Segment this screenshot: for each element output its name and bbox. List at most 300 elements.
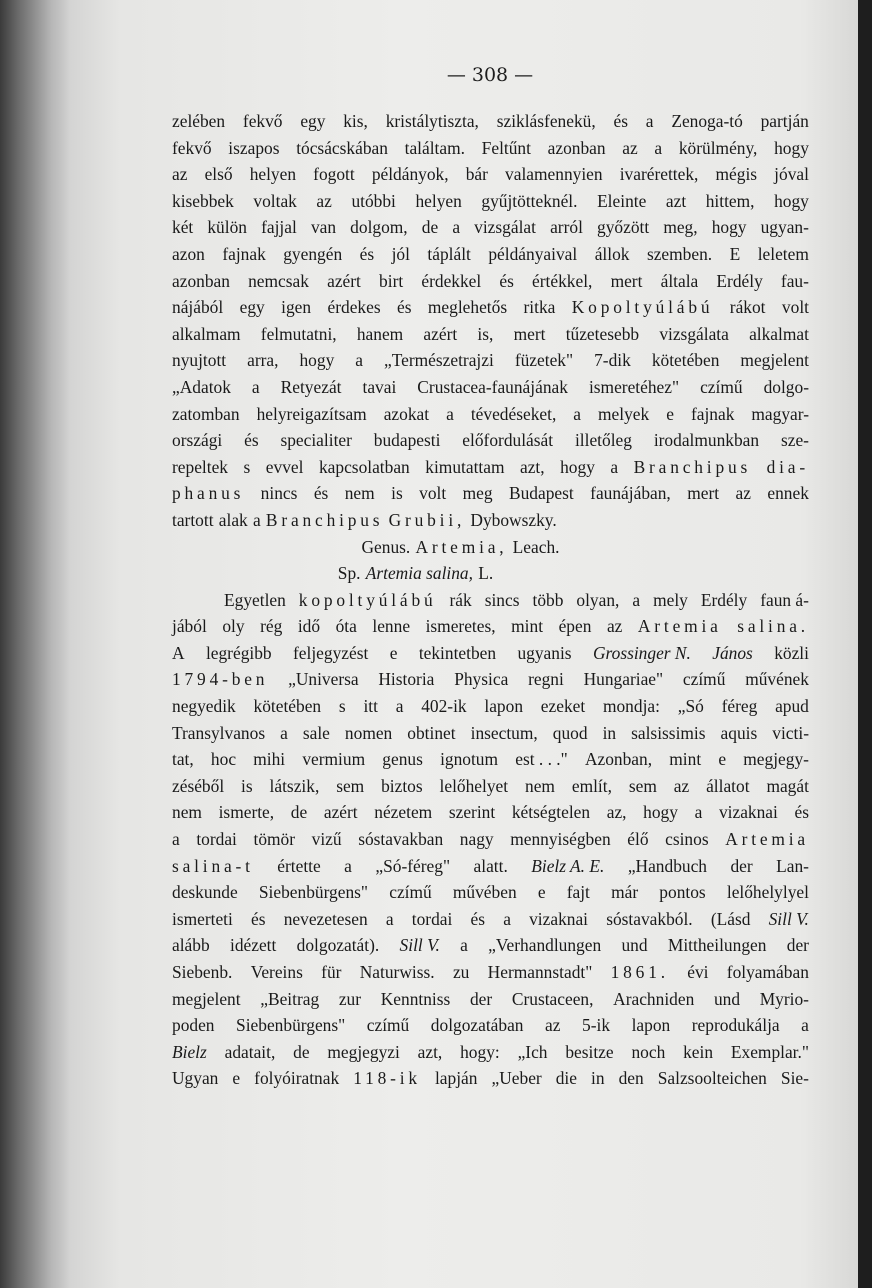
page-binding-shadow <box>0 0 70 1288</box>
word: Siebenbürgens" <box>236 1015 346 1036</box>
word: sem <box>336 775 365 796</box>
word: de <box>290 802 308 823</box>
word: meglehetős <box>427 297 508 318</box>
word: Retyezát <box>280 376 342 397</box>
word: alkalmam <box>172 323 241 344</box>
scan-edge <box>858 0 872 1288</box>
word: lapon <box>631 1015 671 1036</box>
word: czímű <box>389 882 432 903</box>
word: folyóiratnak <box>254 1068 340 1089</box>
word: poden <box>172 1015 215 1036</box>
body-text <box>172 108 809 1092</box>
text-line <box>172 1065 809 1092</box>
word: sóstavakból. <box>606 908 693 929</box>
word: zéséből <box>172 775 225 796</box>
word: den <box>618 1068 644 1089</box>
word: helyreigazítsam <box>256 403 367 424</box>
word: magyar- <box>751 403 809 424</box>
word: látszik, <box>269 775 320 796</box>
word: der <box>469 988 493 1009</box>
word: aquis <box>720 722 758 743</box>
word: kis, <box>343 111 368 131</box>
word: Mittheilungen <box>667 935 767 956</box>
text-line <box>172 347 809 374</box>
word: dia- <box>766 456 809 477</box>
word: felmutatni, <box>260 323 337 344</box>
word: genus <box>382 749 423 770</box>
word: oly <box>222 616 245 637</box>
word: a <box>694 802 703 823</box>
word: Dybowszky. <box>470 509 557 530</box>
word: Myrio- <box>759 988 809 1009</box>
word: tűzetesebb <box>565 323 640 344</box>
text-line <box>172 693 809 720</box>
word: nemcsak <box>248 270 309 291</box>
word: noch <box>631 1041 666 1062</box>
word: alak <box>218 509 248 530</box>
word: Artemia, <box>415 536 508 557</box>
text-line <box>172 161 809 188</box>
word: gyengén <box>283 243 343 264</box>
word: mert <box>610 270 643 291</box>
word: rég <box>260 616 283 637</box>
text-line <box>172 959 809 986</box>
word: nem <box>172 802 202 823</box>
word: est . . ." <box>515 749 568 770</box>
word: illetőleg <box>574 430 632 451</box>
word: s <box>243 456 251 477</box>
word: hogy <box>711 217 747 238</box>
word: Budapest <box>509 483 574 504</box>
word: regni <box>528 669 564 690</box>
word: und <box>621 935 648 956</box>
word: nyujtott <box>172 350 227 371</box>
word: dolgo- <box>763 376 809 397</box>
word: volt <box>419 483 447 504</box>
word: irodalmunkban <box>653 430 760 451</box>
word: országi <box>172 430 223 451</box>
word: értékkel, <box>532 270 593 291</box>
text-line <box>172 666 809 693</box>
word: Arachniden <box>613 988 695 1009</box>
word: a <box>172 829 180 850</box>
word: der <box>730 855 753 876</box>
word: „Handbuch <box>627 855 708 876</box>
word: az, <box>606 802 627 823</box>
word: fajnak <box>690 403 735 424</box>
word: phanus <box>172 483 245 504</box>
text-line <box>172 986 809 1013</box>
text-line <box>172 321 809 348</box>
word: 7-dik <box>594 350 631 371</box>
word: azokat <box>383 403 430 424</box>
word: állok <box>594 243 630 264</box>
word: a <box>251 376 260 397</box>
word: rák <box>449 589 472 610</box>
word: a <box>645 111 654 131</box>
word: für <box>321 962 342 982</box>
text-line <box>172 534 809 561</box>
word: Sill V. <box>768 908 809 929</box>
word: dolgozatát). <box>296 935 380 956</box>
word: kristálytiszta, <box>385 111 479 131</box>
word: Kopoltyúlábú <box>571 297 714 318</box>
word: Transylvanos <box>172 722 266 743</box>
word: feljegyzést <box>293 642 369 663</box>
word: a <box>452 217 461 238</box>
word: Azonban, <box>584 749 653 770</box>
text-line <box>172 853 809 880</box>
word: alatt. <box>473 855 508 876</box>
word: azt, <box>519 456 545 477</box>
word: e <box>666 403 674 424</box>
word: az <box>316 190 332 211</box>
word: negyedik <box>172 696 236 717</box>
word: első <box>204 164 233 185</box>
word: Leach. <box>512 536 560 557</box>
word: az <box>735 483 751 504</box>
word: Erdély <box>716 270 763 291</box>
word: azt, <box>417 1041 443 1062</box>
word: azonban <box>547 137 606 158</box>
word: ignotum <box>440 749 499 770</box>
word: és <box>313 483 329 504</box>
word: azért <box>327 270 361 291</box>
word: és <box>613 111 628 131</box>
text-line <box>172 294 809 321</box>
word: az <box>172 164 188 185</box>
word: hanem <box>356 323 404 344</box>
word: fekvő <box>242 111 283 131</box>
word: repeltek <box>172 456 229 477</box>
word: ismerte, <box>218 802 275 823</box>
word: a <box>654 137 663 158</box>
word: deskunde <box>172 882 238 903</box>
word: birt <box>379 270 404 291</box>
word: sem <box>628 775 657 796</box>
word: „Ich <box>517 1041 548 1062</box>
word: mondja: <box>602 696 660 717</box>
word: Sill V. <box>399 935 440 956</box>
word: lapján <box>434 1068 478 1089</box>
word: a <box>446 403 454 424</box>
word: apud <box>775 696 809 717</box>
text-line <box>172 587 809 614</box>
word: lelőhelyet <box>439 775 509 796</box>
word: az <box>622 137 638 158</box>
word: nevezetesen <box>283 908 368 929</box>
word: a <box>355 350 363 371</box>
word: tordai <box>411 908 453 929</box>
word: obtinet <box>407 722 456 743</box>
word: L. <box>478 563 494 584</box>
word: alább <box>172 935 210 956</box>
word: nézetem <box>374 802 433 823</box>
word: reprodukálja <box>691 1015 780 1036</box>
word: „Universa <box>288 669 359 690</box>
word: hogy: <box>460 1041 500 1062</box>
word: und <box>713 988 741 1009</box>
word: in <box>602 722 617 743</box>
word: ismeretéhez" <box>588 376 680 397</box>
word: megjegyzi <box>327 1041 400 1062</box>
word: helyen <box>415 190 462 211</box>
word: czímű <box>700 376 743 397</box>
text-line <box>172 480 809 507</box>
word: sziklásfenekü, <box>496 111 596 131</box>
word: faun á- <box>760 589 809 610</box>
word: kisebbek <box>172 190 234 211</box>
word: zu <box>452 962 470 982</box>
word: is <box>391 483 403 504</box>
word: A <box>172 642 185 663</box>
word: Crustaceen, <box>511 988 594 1009</box>
word: tévedéseket, <box>470 403 557 424</box>
word: Hermannstadt" <box>487 962 593 982</box>
word: említ, <box>571 775 612 796</box>
word: kötetében <box>253 696 322 717</box>
word: hogy <box>299 350 335 371</box>
word: Grossinger N. <box>592 642 691 663</box>
word: vizsgálat <box>474 217 536 238</box>
word: dolgozatában <box>430 1015 524 1036</box>
word: a <box>344 855 352 876</box>
word: Ugyan <box>172 1068 219 1089</box>
word: művének <box>745 669 809 690</box>
word: idézett <box>229 935 277 956</box>
word: szerint <box>448 802 496 823</box>
word: utóbbi <box>351 190 396 211</box>
word: azt <box>665 190 687 211</box>
word: Kenntniss <box>380 988 451 1009</box>
word: tócsácskában <box>296 137 388 158</box>
word: mely <box>653 589 688 610</box>
word: s <box>338 696 346 717</box>
word: Egyetlen <box>224 589 286 610</box>
word: „Ueber <box>491 1068 542 1089</box>
word: kopoltyúlábú <box>298 589 437 610</box>
word: de <box>293 1041 310 1062</box>
word: adatait, <box>224 1041 276 1062</box>
text-line <box>172 454 809 481</box>
word: czímű <box>682 669 726 690</box>
word: victi- <box>772 722 809 743</box>
word: lelőhelylyel <box>726 882 809 903</box>
word: tekintetben <box>418 642 497 663</box>
word: legrégibb <box>205 642 272 663</box>
text-line <box>172 799 809 826</box>
word: vizaknai <box>718 802 778 823</box>
word: és <box>499 270 514 291</box>
word: faunájában, <box>590 483 671 504</box>
word: sóstavakban <box>358 829 444 850</box>
word: és <box>397 297 412 318</box>
word: a <box>503 908 511 929</box>
word: Lan- <box>776 855 809 876</box>
word: e <box>389 642 398 663</box>
word: alkalmat <box>749 323 809 344</box>
word: de <box>421 217 439 238</box>
word: kimutattam <box>425 456 505 477</box>
word: in <box>591 1068 605 1089</box>
word: Artemia <box>725 829 809 850</box>
word: nem <box>525 775 555 796</box>
word: épen <box>558 616 592 637</box>
word: értette <box>277 855 321 876</box>
word: Branchipus <box>633 456 752 477</box>
word: kötetében <box>651 350 720 371</box>
word: van <box>310 217 337 238</box>
word: „Só-féreg" <box>375 855 451 876</box>
word: budapesti <box>373 430 441 451</box>
word: hoc <box>210 749 237 770</box>
word: kapcsolatban <box>318 456 410 477</box>
word: tömör <box>253 829 296 850</box>
text-line <box>172 401 809 428</box>
word: tordai <box>196 829 237 850</box>
word: fau- <box>780 270 809 291</box>
word: megjegy- <box>743 749 809 770</box>
word: igen <box>281 297 312 318</box>
word: Physica <box>454 669 509 690</box>
word: füzetek" <box>514 350 574 371</box>
word: 118-ik <box>353 1068 421 1089</box>
word: besitze <box>565 1041 614 1062</box>
word: ivarérettek, <box>619 164 699 185</box>
word: biztos <box>381 775 423 796</box>
word: a <box>395 696 404 717</box>
word: meg, <box>663 217 698 238</box>
word: az <box>606 616 623 637</box>
word: mégis <box>715 164 758 185</box>
word: e <box>537 882 546 903</box>
word: az <box>673 775 690 796</box>
word: Siebenb. <box>172 962 233 982</box>
word: János <box>712 642 753 663</box>
word: művében <box>452 882 517 903</box>
word: leletem <box>757 243 809 264</box>
word: a <box>632 589 641 610</box>
word: élő <box>627 829 649 850</box>
word: Eleinte <box>597 190 647 211</box>
word: azonban <box>172 270 230 291</box>
word: ezeket <box>540 696 586 717</box>
word: vizsgálata <box>659 323 729 344</box>
word: és <box>794 802 809 823</box>
word: szemben. <box>646 243 713 264</box>
word: „Természetrajzi <box>384 350 494 371</box>
word: táplált <box>427 243 471 264</box>
word: féreg <box>721 696 758 717</box>
word: előfordulását <box>462 430 554 451</box>
page-number: — 308 — <box>446 64 534 86</box>
word: közli <box>774 642 809 663</box>
word: a <box>385 908 394 929</box>
word: tat, <box>172 749 194 770</box>
text-line <box>172 826 809 853</box>
word: a <box>460 935 468 956</box>
text-line <box>172 135 809 162</box>
word: megjelent <box>740 350 809 371</box>
word: quod <box>552 722 588 743</box>
word: fajnak <box>222 243 266 264</box>
word: arra, <box>247 350 279 371</box>
word: zatomban <box>172 403 240 424</box>
word: magát <box>766 775 809 796</box>
word: állatot <box>706 775 750 796</box>
word: és <box>359 243 375 264</box>
word: Bielz A. E. <box>531 855 605 876</box>
word: pontos <box>659 882 706 903</box>
word: lapon <box>484 696 524 717</box>
word: hittem, <box>705 190 755 211</box>
word: jából <box>172 616 207 637</box>
word: példányok, <box>371 164 449 185</box>
word: insectum, <box>470 722 538 743</box>
word: salsissimis <box>631 722 706 743</box>
word: valamennyien <box>505 164 603 185</box>
word: óta <box>335 616 357 637</box>
word: Siebenbürgens" <box>258 882 369 903</box>
word: a <box>252 509 261 530</box>
word: győzött <box>597 217 650 238</box>
word: salina-t <box>172 855 254 876</box>
word: mennyiségben <box>510 829 611 850</box>
word: is, <box>477 323 494 344</box>
word: „Adatok <box>172 376 231 397</box>
word: der <box>786 935 809 956</box>
word: példányaival <box>488 243 578 264</box>
word: nincs <box>260 483 298 504</box>
word: mint <box>669 749 702 770</box>
word: voltak <box>253 190 297 211</box>
word: érdekes <box>327 297 381 318</box>
word: és <box>244 430 259 451</box>
word: mert <box>687 483 720 504</box>
word: ismeretes, <box>425 616 496 637</box>
word: 1861. <box>610 962 669 982</box>
text-line <box>172 720 809 747</box>
word: a <box>573 403 582 424</box>
word: „Verhandlungen <box>488 935 602 956</box>
word: ugyan- <box>760 217 809 238</box>
word: Sie- <box>780 1068 809 1089</box>
word: die <box>555 1068 577 1089</box>
word: hogy <box>774 137 809 158</box>
word: folyamában <box>726 962 809 982</box>
word: több <box>532 589 564 610</box>
word: olyan, <box>576 589 620 610</box>
word: Vereins <box>250 962 303 982</box>
word: jóval <box>774 164 809 185</box>
word: zur <box>338 988 362 1009</box>
text-line <box>172 374 809 401</box>
word: a <box>280 722 288 743</box>
word: fogott <box>313 164 355 185</box>
word: Bielz <box>172 1041 207 1062</box>
word: Erdély <box>700 589 748 610</box>
word: jól <box>391 243 410 264</box>
word: gyűjtötteknél. <box>481 190 578 211</box>
text-line <box>172 1012 809 1039</box>
word: nem <box>344 483 375 504</box>
word: és <box>251 908 266 929</box>
word: dolgom, <box>350 217 408 238</box>
word: evvel <box>265 456 304 477</box>
word: külön <box>207 217 247 238</box>
text-line <box>172 613 809 640</box>
word: is <box>241 775 253 796</box>
